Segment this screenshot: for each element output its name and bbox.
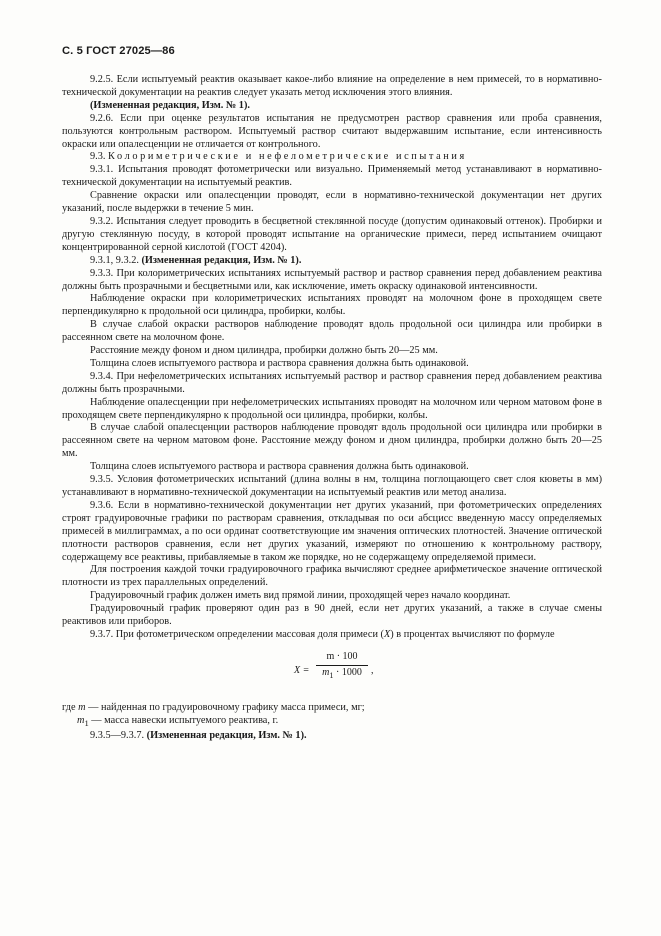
document-body — [62, 74, 602, 743]
amendment-note: (Измененная редакция, Изм. № 1). — [146, 729, 307, 741]
paragraph: В случае слабой окраски растворов наблюдение проводят вдоль продольной оси цилиндра или пробирки в рассеянном свете на молочном фоне. — [62, 319, 602, 344]
formula — [62, 651, 602, 695]
subscript: 1 — [329, 670, 334, 680]
paragraph: Толщина слоев испытуемого раствора и раствора сравнения должна быть одинаковой. — [90, 461, 469, 473]
amendment-note: (Измененная редакция, Изм. № 1). — [141, 254, 302, 266]
paragraph: Сравнение окраски или опалесценции проводят, если в нормативно-технической документации нет других указаний, после выдержки в течение 5 мин. — [62, 190, 602, 215]
text-run: где — [62, 701, 79, 713]
amendment-note: (Измененная редакция, Изм. № 1). — [90, 99, 250, 111]
text-run: ) в процентах вычисляют по формуле — [390, 628, 555, 640]
paragraph: Градуировочный график проверяют один раз в 90 дней, если нет других указаний, а также в случае смены реактивов или приборов. — [62, 603, 602, 628]
definition-m — [62, 702, 602, 715]
text-run: · 1000 — [333, 666, 362, 678]
paragraph: Наблюдение опалесценции при нефелометрических испытаниях проводят на молочном или черном матовом фоне в проходящем свете перпендикулярно к продольной оси цилиндра, пробирки, колбы. — [62, 396, 602, 421]
variable-m1: m — [322, 666, 330, 678]
paragraph: Градуировочный график должен иметь вид прямой линии, проходящей через начало координат. — [90, 590, 511, 602]
paragraph-9-3-2: 9.3.2. Испытания следует проводить в бесцветной стеклянной посуде (допустим одинаковый оттенок). Пробирки и другую стеклянную посуду, в которой проводят испытание на органические примеси, перед испытанием очищают концентрированной серной кислотой (ГОСТ 4204). — [62, 215, 602, 253]
clause-numbers: 9.3.1, 9.3.2. — [90, 254, 142, 266]
paragraph-9-3-3: 9.3.3. При колориметрических испытаниях испытуемый раствор и раствор сравнения перед добавлением реактива должны быть прозрачными и бесцветными или, как исключение, иметь окраску одинаковой интенсивности. — [62, 267, 602, 292]
section-number: 9.3. — [90, 151, 109, 163]
formula-lhs: X = — [294, 664, 310, 676]
formula-numerator: m · 100 — [326, 650, 358, 662]
variable-x: X — [383, 628, 391, 640]
page-header: С. 5 ГОСТ 27025—86 — [62, 45, 175, 57]
paragraph-9-3-7 — [62, 629, 602, 642]
amendment-line — [62, 730, 602, 743]
paragraph: В случае слабой опалесценции растворов наблюдение проводят вдоль продольной оси цилиндра или пробирки в рассеянном свете на черном матовом фоне. Расстояние между фоном и дном цилиндра, пробирки должно быть 20—25 мм. — [62, 422, 602, 460]
formula-comma: , — [371, 664, 374, 676]
text-run: 9.3.7. При фотометрическом определении массовая доля примеси ( — [90, 628, 384, 640]
paragraph-9-3-5: 9.3.5. Условия фотометрических испытаний (длина волны в нм, толщина поглощающего свет слоя кюветы в мм) устанавливают в нормативно-технической документации на испытуемый реактив или метод анализа. — [62, 474, 602, 498]
paragraph: Толщина слоев испытуемого раствора и раствора сравнения должна быть одинаковой. — [90, 357, 469, 369]
paragraph: Расстояние между фоном и дном цилиндра, пробирки должно быть 20—25 мм. — [90, 345, 438, 357]
paragraph: Для построения каждой точки градуировочного графика вычисляют среднее арифметическое значение оптической плотности из трех параллельных определений. — [62, 564, 602, 589]
subscript: 1 — [84, 717, 89, 728]
text-run: — масса навески испытуемого реактива, г. — [88, 714, 279, 726]
paragraph-9-3-6: 9.3.6. Если в нормативно-технической документации нет других указаний, при фотометрических определениях строят градуировочные графики по растворам сравнения, откладывая по оси абсцисс введенную массу определяемых примесей в миллиграммах, а по оси ординат соответствующие им значения оптических плотностей. Значение оптической плотности растворов сравнения, если нет других указаний, измеряют по отношению к контрольному раствору, содержащему все реактивы, прибавляемые в таком же порядке, но не содержащему определяемой примеси. — [62, 499, 602, 563]
amendment-line — [62, 255, 602, 268]
paragraph: Наблюдение окраски при колориметрических испытаниях проводят на молочном фоне в проходящем свете перпендикулярно к продольной оси цилиндра, пробирки, колбы. — [62, 293, 602, 318]
paragraph-9-3-1: 9.3.1. Испытания проводят фотометрически или визуально. Применяемый метод устанавливают в нормативно-технической документации на испытуемый реактив. — [62, 164, 602, 189]
paragraph-9-2-6: 9.2.6. Если при оценке результатов испытания не предусмотрен раствор сравнения или проба сравнения, пользуются контрольным раствором. Испытуемый раствор считают выдержавшим испытание, если интенсивность окраски или опалесценции не отличается от контрольного. — [62, 112, 602, 150]
variable-m: m — [78, 701, 86, 713]
definition-m1 — [62, 715, 602, 730]
clause-numbers: 9.3.5—9.3.7. — [90, 729, 147, 741]
variable-m1: m — [77, 714, 85, 726]
text-run: — найденная по градуировочному графику масса примеси, мг; — [85, 701, 365, 713]
formula-fraction — [316, 651, 368, 683]
section-title: Колориметрические и нефелометрические испытания — [108, 151, 467, 163]
paragraph-9-2-5: 9.2.5. Если испытуемый реактив оказывает какое-либо влияние на определение в нем примесей, то в нормативно-технической документации на реактив следует указать метод исключения этого влияния. — [62, 74, 602, 98]
section-heading-9-3 — [62, 151, 602, 164]
paragraph-9-3-4: 9.3.4. При нефелометрических испытаниях испытуемый раствор и раствор сравнения перед добавлением реактива должны быть прозрачными. — [62, 370, 602, 395]
formula-denominator — [316, 666, 368, 683]
